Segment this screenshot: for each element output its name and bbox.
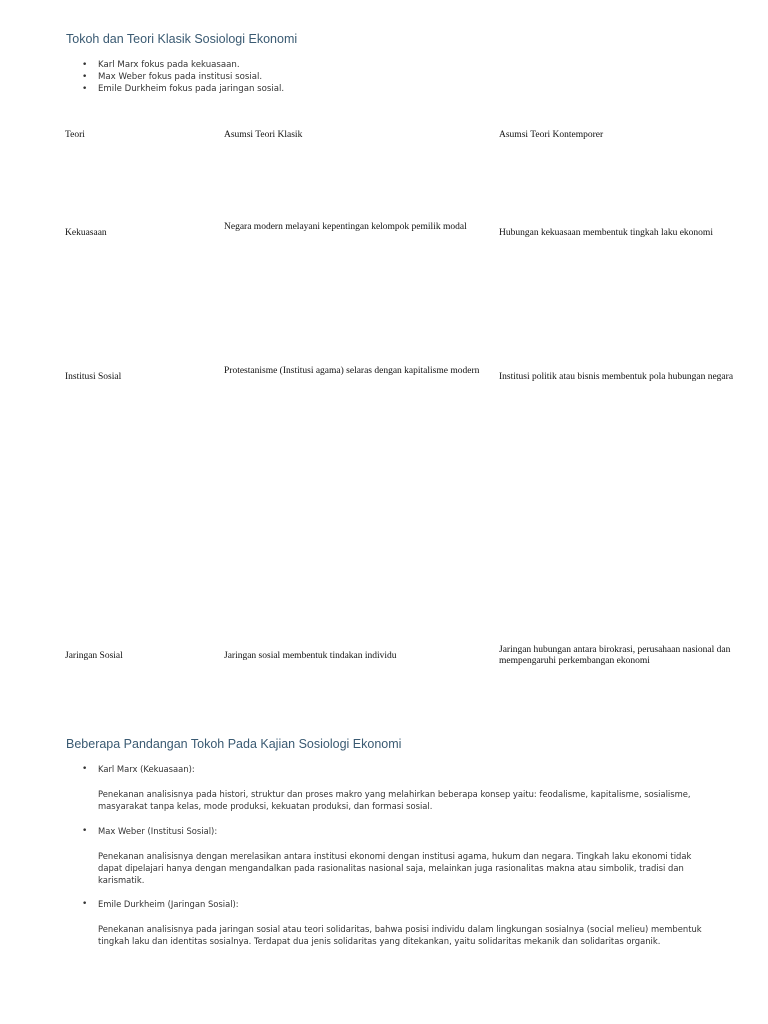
bullet-list-tokoh xyxy=(82,59,284,95)
item-body: Penekanan analisisnya dengan merelasikan antara institusi ekonomi dengan institusi agama, hukum dan negara. Tingkah laku ekonomi tidak dapat dipelajari hanya dengan mengandalkan pada rasionalitas nasional saja, melainkan juga rasionalitas makna atau simbolik, tradisi dan karismatik. xyxy=(98,851,692,885)
bullet-icon: • xyxy=(82,72,88,82)
item-title: Karl Marx (Kekuasaan): xyxy=(98,764,195,774)
item-body: Penekanan analisisnya pada histori, struktur dan proses makro yang melahirkan beberapa konsep yaitu: feodalisme, kapitalisme, sosialisme, masyarakat tanpa kelas, mode produksi, kekuatan produksi, dan formasi sosial. xyxy=(98,789,691,811)
list-item xyxy=(82,898,702,947)
table-header-teori: Teori xyxy=(65,130,85,140)
list-item xyxy=(82,83,284,95)
item-body: Penekanan analisisnya pada jaringan sosial atau teori solidaritas, bahwa posisi individu dalam lingkungan sosialnya (social melieu) membentuk tingkah laku dan identitas sosialnya. Terdapat dua jenis solidaritas yang ditekankan, yaitu solidaritas mekanik dan solidaritas organik. xyxy=(98,924,702,946)
list-item xyxy=(82,825,702,886)
list-item xyxy=(82,59,284,71)
table-header-klasik: Asumsi Teori Klasik xyxy=(224,130,303,140)
bullet-icon: • xyxy=(82,826,88,836)
bullet-icon: • xyxy=(82,764,88,774)
list-item-text: Emile Durkheim fokus pada jaringan sosial. xyxy=(98,84,285,94)
list-item xyxy=(82,763,702,812)
bullet-icon: • xyxy=(82,84,88,94)
section-heading-pandangan-tokoh: Beberapa Pandangan Tokoh Pada Kajian Sosiologi Ekonomi xyxy=(66,737,402,751)
list-item-text: Max Weber fokus pada institusi sosial. xyxy=(98,72,263,82)
table-header-kontemporer: Asumsi Teori Kontemporer xyxy=(499,130,604,140)
bullet-icon: • xyxy=(82,60,88,70)
table-cell-teori: Kekuasaan xyxy=(65,228,107,238)
table-cell-klasik: Protestanisme (Institusi agama) selaras dengan kapitalisme modern xyxy=(224,366,480,376)
list-item-text: Karl Marx fokus pada kekuasaan. xyxy=(98,60,240,70)
table-cell-teori: Institusi Sosial xyxy=(65,372,122,382)
table-cell-kontemporer: Institusi politik atau bisnis membentuk pola hubungan negara xyxy=(499,372,734,382)
section-heading-tokoh-teori: Tokoh dan Teori Klasik Sosiologi Ekonomi xyxy=(66,32,298,46)
list-item xyxy=(82,71,284,83)
table-cell-klasik: Jaringan sosial membentuk tindakan individu xyxy=(224,651,397,661)
table-cell-kontemporer: Hubungan kekuasaan membentuk tingkah laku ekonomi xyxy=(499,228,713,238)
table-cell-klasik: Negara modern melayani kepentingan kelompok pemilik modal xyxy=(224,222,467,232)
item-title: Emile Durkheim (Jaringan Sosial): xyxy=(98,899,239,909)
item-title: Max Weber (Institusi Sosial): xyxy=(98,826,218,836)
table-cell-teori: Jaringan Sosial xyxy=(65,651,123,661)
bullet-icon: • xyxy=(82,899,88,909)
table-cell-kontemporer: Jaringan hubungan antara birokrasi, perusahaan nasional dan mempengaruhi perkembangan ekonomi xyxy=(499,645,731,666)
